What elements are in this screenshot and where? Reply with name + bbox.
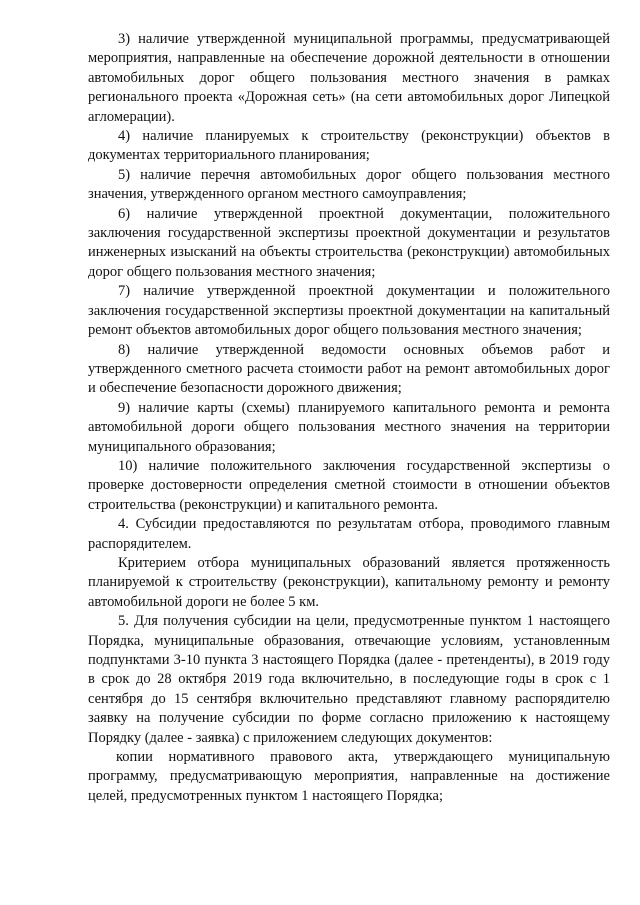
paragraph-item-3: 3) наличие утвержденной муниципальной программы, предусматривающей мероприятия, направленные на обеспечение дорожной деятельности в отношении автомобильных дорог общего пользования местного значения в рамках регионального проекта «Дорожная сеть» (на сети автомобильных дорог Липецкой агломерации). — [88, 31, 610, 125]
paragraph-item-9: 9) наличие карты (схемы) планируемого капитального ремонта и ремонта автомобильной дороги общего пользования местного значения на территории муниципального образования; — [88, 399, 610, 455]
paragraph-section-4: 4. Субсидии предоставляются по результатам отбора, проводимого главным распорядителем. — [88, 516, 610, 552]
paragraph-item-4: 4) наличие планируемых к строительству (реконструкции) объектов в документах территориального планирования; — [88, 128, 610, 164]
paragraph-item-8: 8) наличие утвержденной ведомости основных объемов работ и утвержденного сметного расчета стоимости работ на ремонт автомобильных дорог и обеспечение безопасности дорожного движения; — [88, 341, 610, 397]
paragraph-selection-criterion: Критерием отбора муниципальных образований является протяженность планируемой к строительству (реконструкции), капитальному ремонту и ремонту автомобильной дороги не более 5 км. — [88, 554, 610, 610]
paragraph-item-6: 6) наличие утвержденной проектной документации, положительного заключения государственной экспертизы проектной документации и результатов инженерных изысканий на объекты строительства (реконструкции) автомобильных дорог общего пользования местного значения; — [88, 205, 610, 280]
paragraph-item-10: 10) наличие положительного заключения государственной экспертизы о проверке достоверности определения сметной стоимости в отношении объектов строительства (реконструкции) и капитального ремонта. — [88, 457, 610, 513]
paragraph-document-copies: копии нормативного правового акта, утверждающего муниципальную программу, предусматривающую мероприятия, направленные на достижение целей, предусмотренных пунктом 1 настоящего Порядка; — [88, 749, 610, 804]
paragraph-section-5: 5. Для получения субсидии на цели, предусмотренные пунктом 1 настоящего Порядка, муниципальные образования, отвечающие условиям, установленным подпунктами 3-10 пункта 3 настоящего Порядка (далее - претенденты), в 2019 году в срок до 28 октября 2019 года включительно, в последующие годы в срок с 1 сентября до 15 сентября включительно представляют главному распорядителю заявку на получение субсидии по форме согласно приложению к настоящему Порядку (далее - заявка) с приложением следующих документов: — [88, 613, 610, 746]
paragraph-item-5: 5) наличие перечня автомобильных дорог общего пользования местного значения, утвержденного органом местного самоуправления; — [88, 166, 610, 203]
paragraph-item-7: 7) наличие утвержденной проектной документации и положительного заключения государственной экспертизы проектной документации на капитальный ремонт объектов автомобильных дорог общего пользования местного значения; — [88, 283, 610, 339]
document-page — [88, 30, 610, 806]
